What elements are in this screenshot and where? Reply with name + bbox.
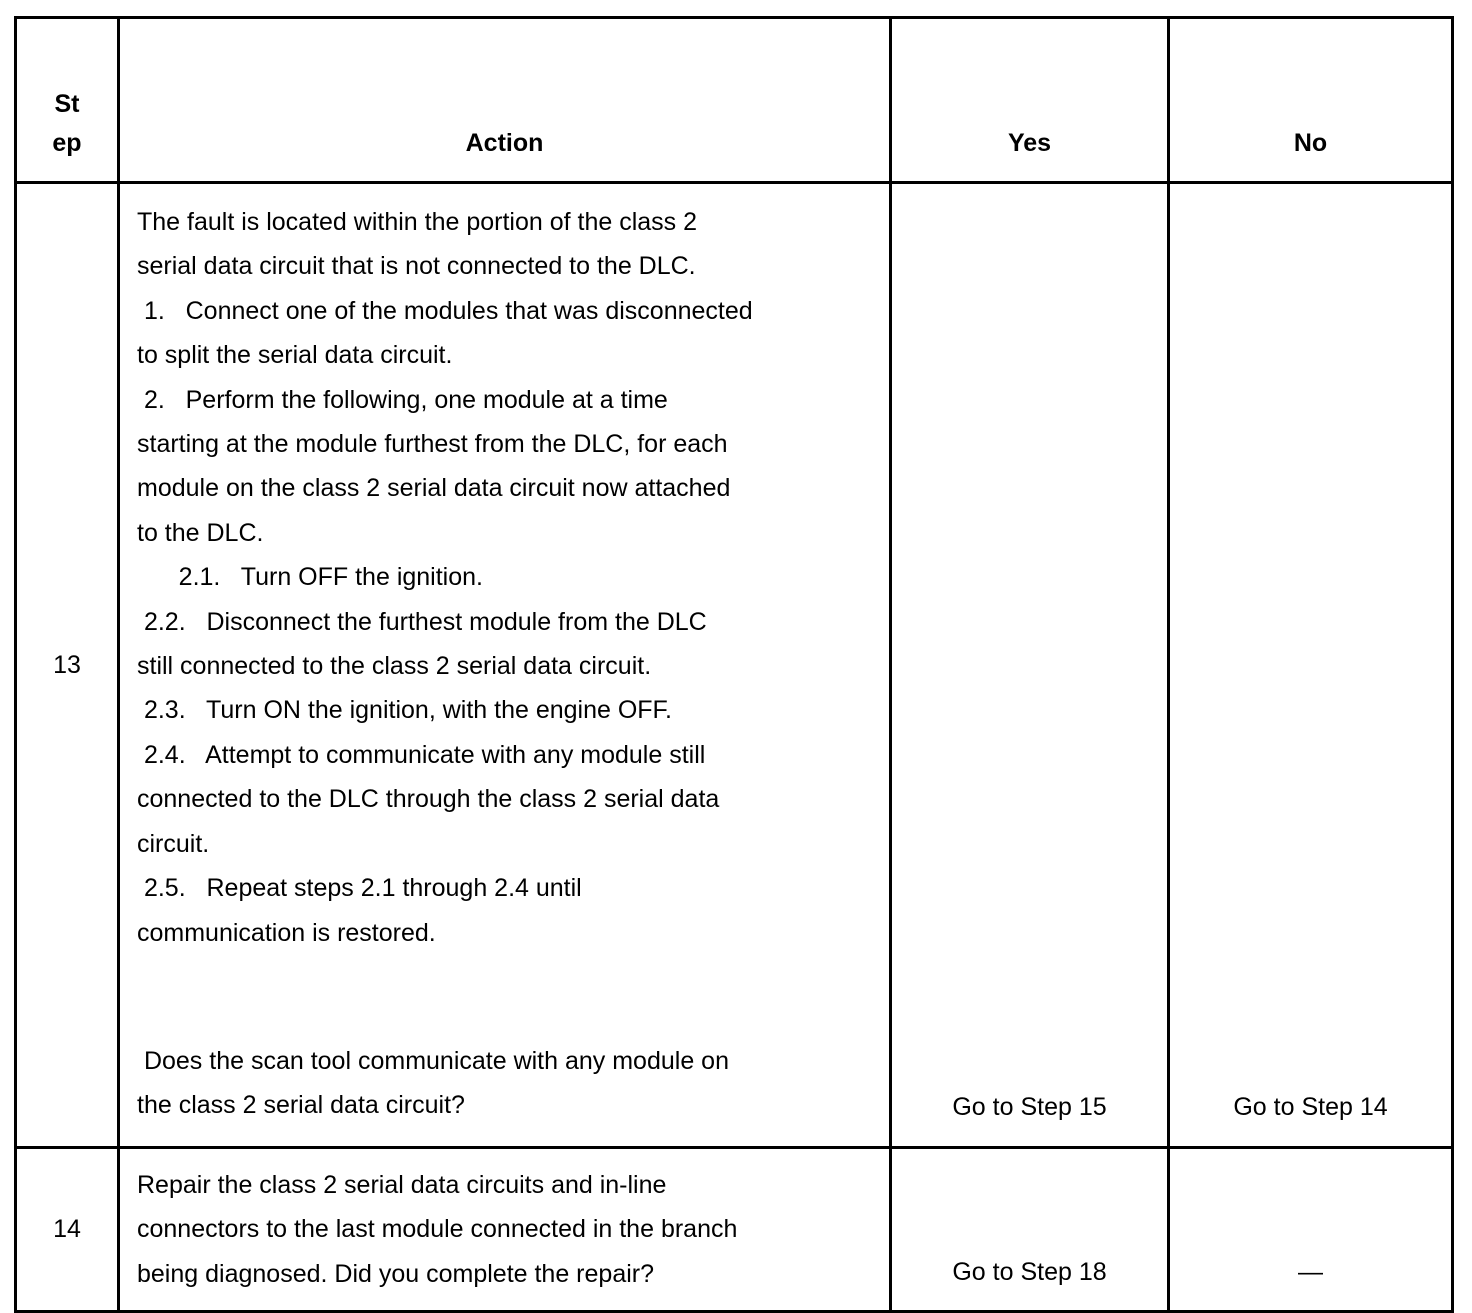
action-line: 1. Connect one of the modules that was disconnected xyxy=(137,296,753,325)
header-no: No xyxy=(1169,18,1453,183)
action-line: serial data circuit that is not connected to the DLC. xyxy=(137,252,696,281)
question-line: the class 2 serial data circuit? xyxy=(137,1091,465,1120)
action-line: 2.5. Repeat steps 2.1 through 2.4 until xyxy=(137,874,582,903)
table-row xyxy=(16,183,1453,1148)
action-line: connected to the DLC through the class 2 serial data xyxy=(137,785,720,814)
header-yes: Yes xyxy=(891,18,1169,183)
action-line: 2.1. Turn OFF the ignition. xyxy=(137,563,483,592)
spacer xyxy=(137,955,877,1039)
table-row xyxy=(16,1147,1453,1311)
action-line: The fault is located within the portion of the class 2 xyxy=(137,208,698,236)
action-line: communication is restored. xyxy=(137,918,436,947)
action-line: Repair the class 2 serial data circuits and in-line xyxy=(137,1170,667,1199)
action-line: 2. Perform the following, one module at a time xyxy=(137,385,668,414)
action-line: 2.4. Attempt to communicate with any module still xyxy=(137,740,706,769)
action-cell xyxy=(119,1147,891,1311)
action-line: being diagnosed. Did you complete the repair? xyxy=(137,1259,655,1288)
header-action: Action xyxy=(119,18,891,183)
action-line: still connected to the class 2 serial data circuit. xyxy=(137,652,652,681)
header-row xyxy=(16,18,1453,183)
diagnostic-table xyxy=(14,16,1454,1313)
action-line: circuit. xyxy=(137,829,210,858)
question-line: Does the scan tool communicate with any module on xyxy=(137,1046,729,1075)
no-result: — xyxy=(1169,1147,1453,1311)
yes-result: Go to Step 18 xyxy=(891,1147,1169,1311)
header-step: St ep xyxy=(16,18,119,183)
step-number: 13 xyxy=(16,183,119,1148)
action-line: to the DLC. xyxy=(137,518,264,547)
action-line: starting at the module furthest from the DLC, for each xyxy=(137,430,728,459)
action-line: to split the serial data circuit. xyxy=(137,341,453,370)
step-number: 14 xyxy=(16,1147,119,1311)
action-line: 2.2. Disconnect the furthest module from the DLC xyxy=(137,607,707,636)
action-line: 2.3. Turn ON the ignition, with the engine OFF. xyxy=(137,696,672,725)
action-cell xyxy=(119,183,891,1148)
action-line: connectors to the last module connected in the branch xyxy=(137,1215,738,1244)
no-result: Go to Step 14 xyxy=(1169,183,1453,1148)
action-line: module on the class 2 serial data circuit now attached xyxy=(137,474,731,503)
yes-result: Go to Step 15 xyxy=(891,183,1169,1148)
